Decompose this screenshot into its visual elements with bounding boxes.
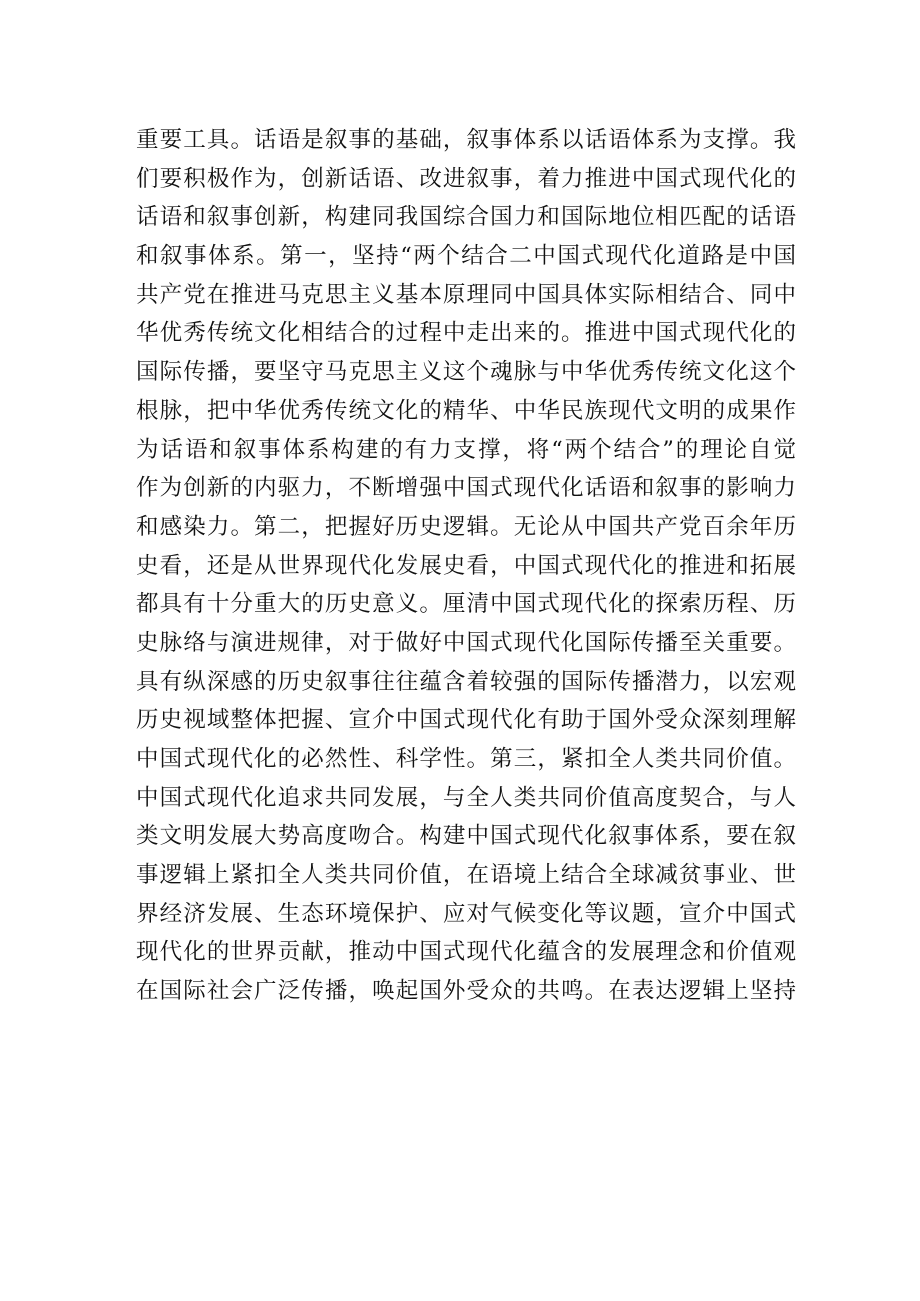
text-line: 和感染力。第二，把握好历史逻辑。无论从中国共产党百余年历 (136, 513, 796, 540)
text-line: 史看，还是从世界现代化发展史看，中国式现代化的推进和拓展 (136, 552, 796, 579)
text-line: 现代化的世界贡献，推动中国式现代化蕴含的发展理念和价值观 (136, 939, 796, 966)
text-line: 具有纵深感的历史叙事往往蕴含着较强的国际传播潜力，以宏观 (136, 668, 796, 695)
text-line: 史脉络与演进规律，对于做好中国式现代化国际传播至关重要。 (136, 629, 796, 656)
text-line: 界经济发展、生态环境保护、应对气候变化等议题，宣介中国式 (136, 900, 796, 927)
text-line: 历史视域整体把握、宣介中国式现代化有助于国外受众深刻理解 (136, 707, 796, 734)
text-line: 华优秀传统文化相结合的过程中走出来的。推进中国式现代化的 (136, 320, 796, 347)
text-line: 重要工具。话语是叙事的基础，叙事体系以话语体系为支撑。我 (136, 127, 796, 153)
text-line: 国际传播，要坚守马克思主义这个魂脉与中华优秀传统文化这个 (136, 359, 796, 386)
text-line: 为话语和叙事体系构建的有力支撑，将“两个结合”的理论自觉 (136, 436, 796, 463)
text-line: 共产党在推进马克思主义基本原理同中国具体实际相结合、同中 (136, 281, 796, 308)
text-line: 根脉，把中华优秀传统文化的精华、中华民族现代文明的成果作 (136, 397, 796, 424)
text-line: 事逻辑上紧扣全人类共同价值，在语境上结合全球减贫事业、世 (136, 862, 796, 889)
text-line: 中国式现代化的必然性、科学性。第三，紧扣全人类共同价值。 (136, 746, 796, 772)
text-line: 在国际社会广泛传播，唤起国外受众的共鸣。在表达逻辑上坚持 (136, 978, 796, 1005)
body-paragraph (136, 121, 796, 1011)
text-line: 类文明发展大势高度吻合。构建中国式现代化叙事体系，要在叙 (136, 823, 796, 850)
text-line: 话语和叙事创新，构建同我国综合国力和国际地位相匹配的话语 (136, 204, 796, 231)
text-line: 都具有十分重大的历史意义。厘清中国式现代化的探索历程、历 (136, 591, 796, 618)
text-line: 们要积极作为，创新话语、改进叙事，着力推进中国式现代化的 (136, 165, 796, 192)
text-line: 中国式现代化追求共同发展，与全人类共同价值高度契合，与人 (136, 784, 796, 811)
text-line: 和叙事体系。第一，坚持“两个结合二中国式现代化道路是中国 (136, 243, 796, 270)
text-line: 作为创新的内驱力，不断增强中国式现代化话语和叙事的影响力 (136, 475, 796, 502)
